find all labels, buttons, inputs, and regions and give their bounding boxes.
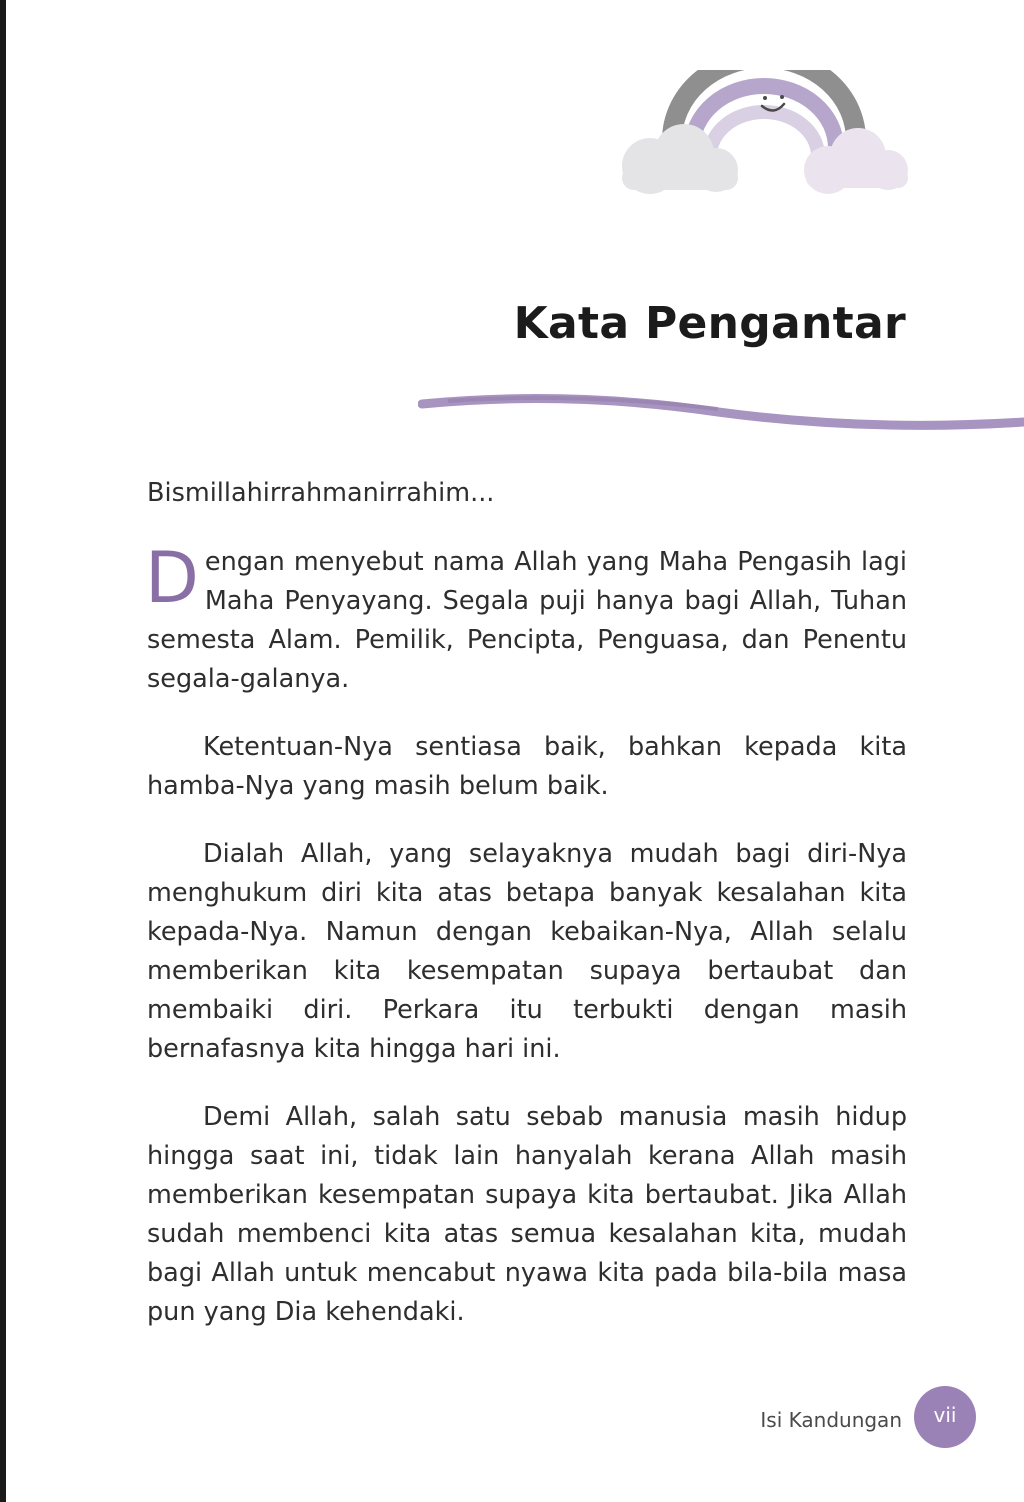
paragraph-4: Demi Allah, salah satu sebab manusia masih hidup hingga saat ini, tidak lain hanyalah kerana Allah masih memberikan kesempatan supaya kita bertaubat. Jika Allah sudah membenci kita atas semua kesalahan kita, mudah bagi Allah untuk mencabut nyawa kita pada bila-bila masa pun yang Dia kehendaki. [147, 1102, 907, 1327]
body-text [147, 474, 907, 1361]
page-number: vii [933, 1403, 957, 1427]
footer-section-label: Isi Kandungan [760, 1408, 902, 1432]
paragraph-3: Dialah Allah, yang selayaknya mudah bagi diri-Nya menghukum diri kita atas betapa banyak kesalahan kita kepada-Nya. Namun dengan kebaikan-Nya, Allah selalu memberikan kita kesempatan supaya bertaubat dan membaiki diri. Perkara itu terbukti dengan masih bernafasnya kita hingga hari ini. [147, 839, 907, 1064]
greeting-line: Bismillahirrahmanirrahim... [147, 478, 495, 508]
rainbow-cloud-icon [612, 70, 912, 200]
page-number-badge [914, 1386, 976, 1448]
paragraph-1 [145, 537, 907, 699]
paragraph-text: engan menyebut nama Allah yang Maha Pengasih lagi Maha Penyayang. Segala puji hanya bagi Allah, Tuhan semesta Alam. Pemilik, Pencipta, Penguasa, dan Penentu segala-galanya. [147, 547, 907, 694]
page-title: Kata Pengantar [513, 298, 906, 349]
paragraph-2: Ketentuan-Nya sentiasa baik, bahkan kepada kita hamba-Nya yang masih belum baik. [147, 732, 907, 801]
decorative-brush-stroke-icon [418, 392, 1024, 440]
drop-cap-letter: D [145, 537, 199, 619]
page-left-edge [0, 0, 6, 1502]
